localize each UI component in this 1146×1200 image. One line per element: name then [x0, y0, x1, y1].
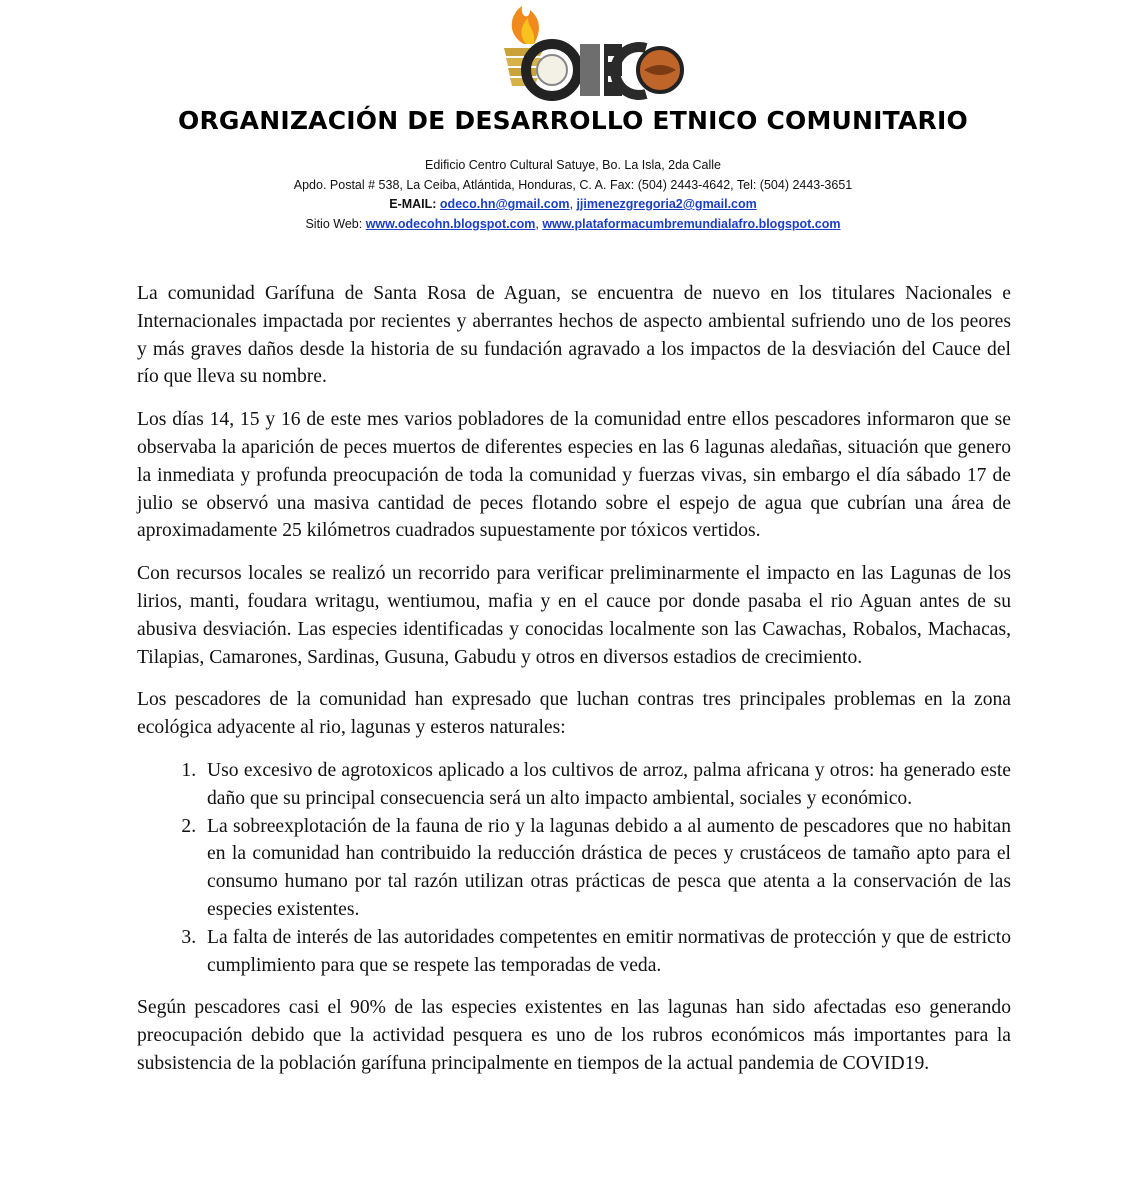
- website-link-1[interactable]: www.odecohn.blogspot.com: [365, 217, 536, 231]
- paragraph-intro: La comunidad Garífuna de Santa Rosa de Aguan, se encuentra de nuevo en los titulares Nacionales e Internacionales impactada por recientes y aberrantes hechos de aspecto ambiental sufriendo uno de los peores y más graves daños desde la historia de su fundación agravado a los impactos de la desviación del Cauce del río que lleva su nombre.: [137, 283, 1011, 388]
- address-line-2: Apdo. Postal # 538, La Ceiba, Atlántida, Honduras, C. A. Fax: (504) 2443-4642, Tel: (504) 2443-3651: [293, 178, 853, 192]
- odeco-logo: [496, 4, 686, 108]
- address-line-1: Edificio Centro Cultural Satuye, Bo. La Isla, 2da Calle: [425, 158, 721, 172]
- logo-graphic: [496, 4, 686, 108]
- email-link-2[interactable]: jjimenezgregoria2@gmail.com: [576, 197, 757, 211]
- list-item: 2. La sobreexplotación de la fauna de rio y la lagunas debido a al aumento de pescadores que no habitan en la comunidad han contribuido la reducción drástica de peces y crustáceos de tamaño apto para el consumo humano por tal razón utilizan otras prácticas de pesca que atenta a la conservación de las especies existentes.: [201, 813, 1011, 924]
- paragraph-dead-fish-report: Los días 14, 15 y 16 de este mes varios pobladores de la comunidad entre ellos pescadores informaron que se observaba la aparición de peces muertos de diferentes especies en las 6 lagunas aledañas, situación que genero la inmediata y profunda preocupación de toda la comunidad y fuerzas vivas, sin embargo el día sábado 17 de julio se observó una masiva cantidad de peces flotando sobre el espejo de agua que cubrían una área de aproximadamente 25 kilómetros cuadrados supuestamente por tóxicos vertidos.: [137, 409, 1011, 542]
- organization-title: ORGANIZACIÓN DE DESARROLLO ETNICO COMUNITARIO: [178, 106, 968, 135]
- email-link-1[interactable]: odeco.hn@gmail.com: [439, 197, 570, 211]
- paragraph-conclusion: Según pescadores casi el 90% de las especies existentes en las lagunas han sido afectadas eso generando preocupación debido que la actividad pesquera es uno de los rubros económicos más importantes para la subsistencia de la población garífuna principalmente en tiempos de la actual pandemia de COVID19.: [137, 997, 1011, 1074]
- list-item: 1. Uso excesivo de agrotoxicos aplicado a los cultivos de arroz, palma africana y otros: ha generado este daño que su principal consecuencia será un alto impacto ambiental, sociales y económico.: [201, 757, 1011, 813]
- website-line: Sitio Web: www.odecohn.blogspot.com, www.plataformacumbremundialafro.blogspot.com: [305, 217, 841, 231]
- paragraph-problems-intro: Los pescadores de la comunidad han expresado que luchan contras tres principales problemas en la zona ecológica adyacente al rio, lagunas y esteros naturales:: [137, 689, 1011, 739]
- website-label: Sitio Web:: [305, 217, 363, 231]
- website-link-2[interactable]: www.plataformacumbremundialafro.blogspot.com: [542, 217, 841, 231]
- email-line: E-MAIL: odeco.hn@gmail.com, jjimenezgregoria2@gmail.com: [389, 197, 757, 211]
- email-label: E-MAIL:: [389, 197, 437, 211]
- paragraph-inspection: Con recursos locales se realizó un recorrido para verificar preliminarmente el impacto en las Lagunas de los lirios, manti, foudara writagu, wentiumou, mafia y en el cauce por donde pasaba el rio Aguan antes de su abusiva desviación. Las especies identificadas y conocidas localmente son las Cawachas, Robalos, Machacas, Tilapias, Camarones, Sardinas, Gusuna, Gabudu y otros en diversos estadios de crecimiento.: [137, 563, 1011, 668]
- list-item: 3. La falta de interés de las autoridades competentes en emitir normativas de protección y que de estricto cumplimiento para que se respete las temporadas de veda.: [201, 924, 1011, 980]
- document-body: [137, 280, 1011, 1093]
- problems-list: [137, 757, 1011, 979]
